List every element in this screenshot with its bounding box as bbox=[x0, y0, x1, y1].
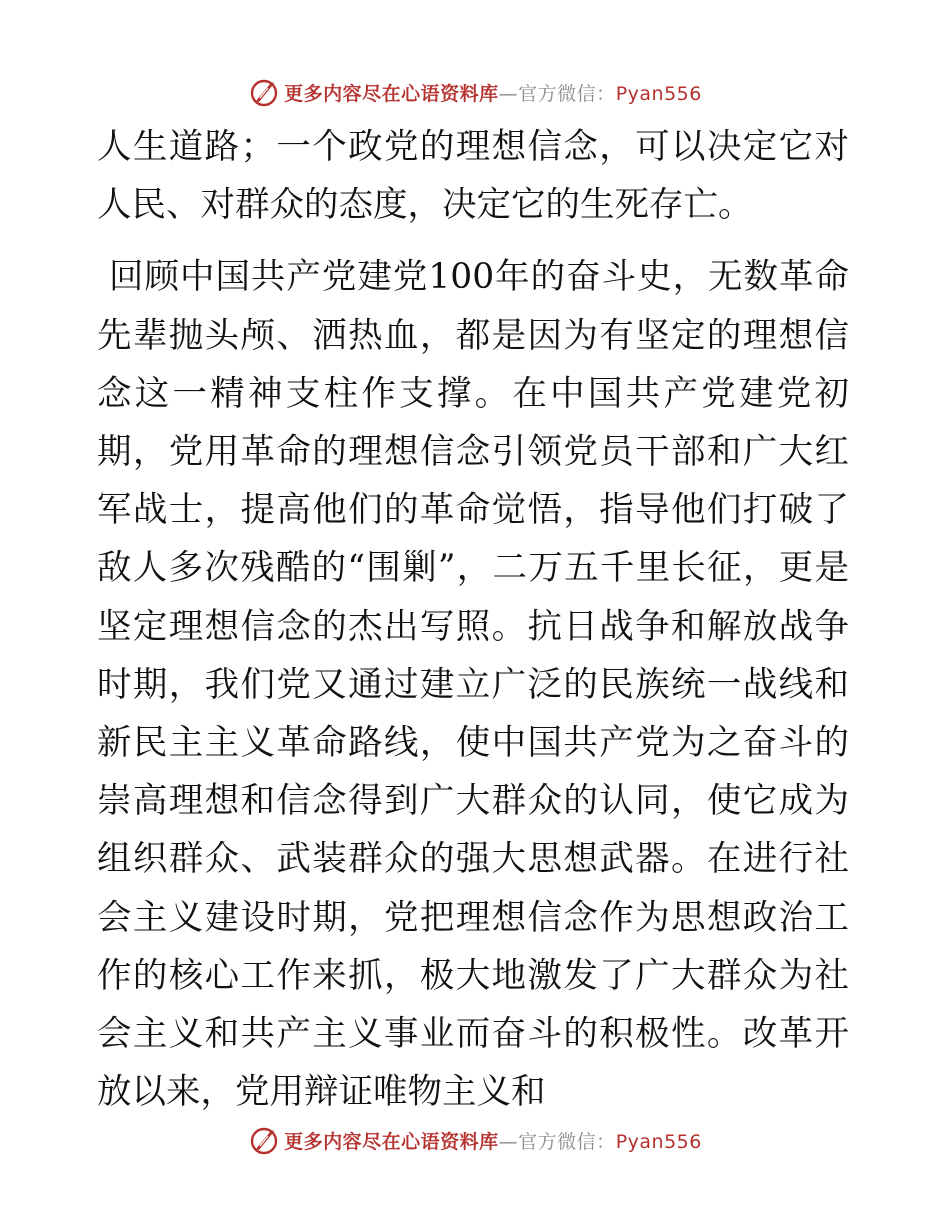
header-text bbox=[284, 79, 702, 106]
header-wechat-id: Pyan556 bbox=[615, 82, 702, 105]
header-banner bbox=[0, 72, 950, 112]
footer-main-text: 更多内容尽在心语资料库 bbox=[284, 1130, 499, 1153]
quill-logo-icon bbox=[248, 76, 280, 108]
footer-separator: — bbox=[498, 1130, 519, 1153]
paragraph-2: 回顾中国共产党建党100年的奋斗史，无数革命先辈抛头颅、洒热血，都是因为有坚定的理想信念这一精神支柱作支撑。在中国共产党建党初期，党用革命的理想信念引领党员干部和广大红军战士，提高他们的革命觉悟，指导他们打破了敌人多次残酷的“围剿”，二万五千里长征，更是坚定理想信念的杰出写照。抗日战争和解放战争时期，我们党又通过建立广泛的民族统一战线和新民主主义革命路线，使中国共产党为之奋斗的崇高理想和信念得到广大群众的认同，使它成为组织群众、武装群众的强大思想武器。在进行社会主义建设时期，党把理想信念作为思想政治工作的核心工作来抓，极大地激发了广大群众为社会主义和共产主义事业而奋斗的积极性。改革开放以来，党用辩证唯物主义和 bbox=[97, 257, 849, 1113]
document-body bbox=[97, 118, 849, 1121]
paragraph-1: 人生道路；一个政党的理想信念，可以决定它对人民、对群众的态度，决定它的生死存亡。 bbox=[97, 127, 849, 226]
quill-logo-icon bbox=[248, 1124, 280, 1156]
footer-wechat-id: Pyan556 bbox=[615, 1130, 702, 1153]
footer-text bbox=[284, 1127, 702, 1154]
header-separator: — bbox=[498, 82, 519, 105]
footer-wechat-label: 官方微信： bbox=[518, 1130, 616, 1153]
footer-banner bbox=[0, 1120, 950, 1160]
header-wechat-label: 官方微信： bbox=[518, 82, 616, 105]
header-main-text: 更多内容尽在心语资料库 bbox=[284, 82, 499, 105]
